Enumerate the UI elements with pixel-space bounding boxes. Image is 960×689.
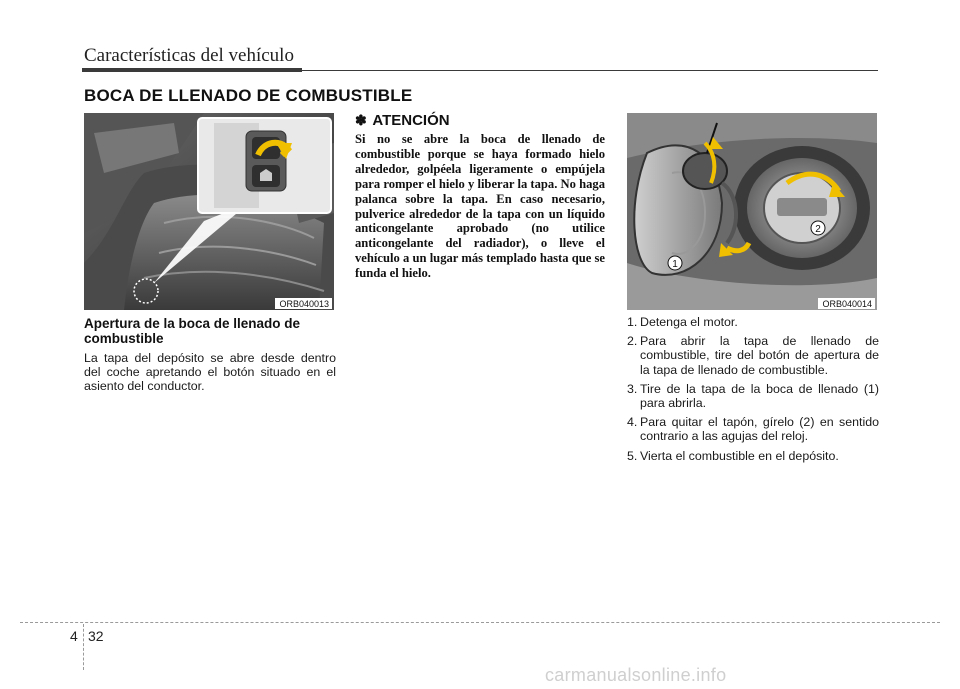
figure-fuel-cap xyxy=(627,113,877,310)
seat-illustration xyxy=(84,113,334,310)
caution-heading xyxy=(355,112,450,129)
figure-code-left: ORB040013 xyxy=(275,298,332,309)
subheading-fuel-door: Apertura de la boca de llenado de combustible xyxy=(84,316,301,346)
header-rule-thin xyxy=(300,70,878,71)
svg-text:1: 1 xyxy=(672,259,678,270)
header-rule-thick xyxy=(82,68,302,72)
list-item: 5. Vierta el combustible en el depósito. xyxy=(627,448,839,463)
section-title: BOCA DE LLENADO DE COMBUSTIBLE xyxy=(84,86,413,105)
figure-fuel-door-release xyxy=(84,113,334,310)
watermark: carmanualsonline.info xyxy=(545,665,727,685)
list-item: 4. Para quitar el tapón, gírelo (2) en sentido contrario a las agujas del reloj. xyxy=(627,415,879,444)
svg-text:2: 2 xyxy=(815,224,821,235)
chapter-title: Características del vehículo xyxy=(84,45,294,66)
list-item: 1. Detenga el motor. xyxy=(627,315,738,329)
chapter-number: 4 xyxy=(70,628,78,644)
caution-symbol: ✽ xyxy=(355,112,367,128)
caution-body: Si no se abre la boca de llenado de combustible porque se haya formado hielo alrededor, golpéela ligeramente o empújela para romper el hielo y liberar la tapa. No haga palanca sobre la tapa. En caso necesario, pulverice alrededor de la tapa con un líquido anticongelante aprobado (no utilice anticongelante del radiador), o lleve el vehículo a un lugar más templado hasta que se funda el hielo. xyxy=(355,132,605,281)
figure-code-right: ORB040014 xyxy=(818,298,875,309)
body-fuel-door: La tapa del depósito se abre desde dentro del coche apretando el botón situado en el asiento del conductor. xyxy=(84,351,336,394)
list-item: 2. Para abrir la tapa de llenado de combustible, tire del botón de apertura de la tapa de llenado de combustible. xyxy=(627,334,879,377)
refuel-steps-list xyxy=(627,315,879,468)
footer-rule xyxy=(20,622,940,623)
caution-title: ATENCIÓN xyxy=(372,112,450,129)
list-item: 3. Tire de la tapa de la boca de llenado (1) para abrirla. xyxy=(627,381,879,411)
footer-divider xyxy=(83,624,84,670)
fuel-cap-illustration xyxy=(627,113,877,310)
page-number: 32 xyxy=(88,628,104,644)
